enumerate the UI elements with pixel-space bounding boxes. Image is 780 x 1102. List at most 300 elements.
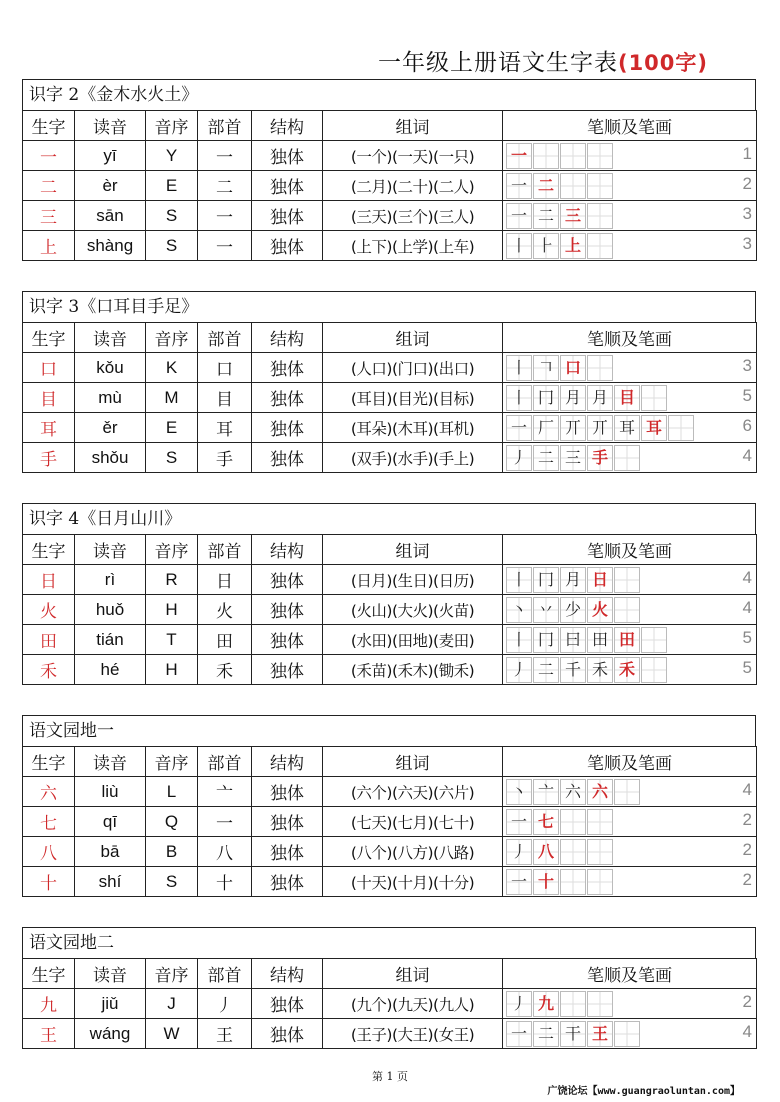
stroke-cell <box>503 353 757 383</box>
stroke-step: 三 <box>560 203 586 229</box>
sequence-cell: W <box>146 1019 198 1049</box>
radical-cell: 王 <box>198 1019 252 1049</box>
sequence-cell: H <box>146 595 198 625</box>
column-header: 读音 <box>75 323 146 353</box>
column-header: 音序 <box>146 323 198 353</box>
words-cell: (双手)(水手)(手上) <box>323 443 503 473</box>
stroke-grid <box>506 839 756 864</box>
structure-cell: 独体 <box>252 989 323 1019</box>
stroke-count: 2 <box>742 870 752 889</box>
structure-cell: 独体 <box>252 625 323 655</box>
stroke-cell <box>503 443 757 473</box>
stroke-step: 王 <box>587 1021 613 1047</box>
radical-cell: 一 <box>198 807 252 837</box>
empty-grid-box <box>587 173 613 199</box>
stroke-grid <box>506 991 756 1016</box>
header-row <box>23 959 757 989</box>
char-cell: 火 <box>23 595 75 625</box>
header-row <box>23 111 757 141</box>
pinyin-cell: ěr <box>75 413 146 443</box>
column-header: 音序 <box>146 959 198 989</box>
stroke-grid <box>506 385 756 410</box>
char-cell: 田 <box>23 625 75 655</box>
table-row <box>23 383 757 413</box>
stroke-step: 十 <box>533 869 559 895</box>
stroke-step: 丨 <box>506 385 532 411</box>
stroke-cell <box>503 231 757 261</box>
table-row <box>23 837 757 867</box>
stroke-step: 火 <box>587 597 613 623</box>
column-header: 读音 <box>75 535 146 565</box>
char-cell: 手 <box>23 443 75 473</box>
stroke-step: 耳 <box>614 415 640 441</box>
stroke-step: 一 <box>506 869 532 895</box>
pinyin-cell: bā <box>75 837 146 867</box>
header-row <box>23 747 757 777</box>
words-cell: (禾苗)(禾木)(锄禾) <box>323 655 503 685</box>
stroke-step: 冂 <box>533 567 559 593</box>
words-cell: (耳朵)(木耳)(耳机) <box>323 413 503 443</box>
stroke-count: 3 <box>742 234 752 253</box>
empty-grid-box <box>533 143 559 169</box>
stroke-step: 丌 <box>587 415 613 441</box>
stroke-count: 4 <box>742 446 752 465</box>
sequence-cell: S <box>146 867 198 897</box>
stroke-step: 一 <box>506 1021 532 1047</box>
structure-cell: 独体 <box>252 777 323 807</box>
structure-cell: 独体 <box>252 383 323 413</box>
stroke-step: 六 <box>560 779 586 805</box>
stroke-step: 八 <box>533 839 559 865</box>
radical-cell: 口 <box>198 353 252 383</box>
stroke-step: 丶 <box>506 779 532 805</box>
radical-cell: 目 <box>198 383 252 413</box>
empty-grid-box <box>587 233 613 259</box>
stroke-cell <box>503 1019 757 1049</box>
char-table <box>22 322 757 473</box>
words-cell: (日月)(生日)(日历) <box>323 565 503 595</box>
stroke-step: 目 <box>614 385 640 411</box>
column-header: 部首 <box>198 111 252 141</box>
column-header: 结构 <box>252 111 323 141</box>
column-header: 组词 <box>323 959 503 989</box>
stroke-cell <box>503 867 757 897</box>
pinyin-cell: wáng <box>75 1019 146 1049</box>
empty-grid-box <box>614 779 640 805</box>
stroke-count: 5 <box>742 386 752 405</box>
structure-cell: 独体 <box>252 443 323 473</box>
char-cell: 九 <box>23 989 75 1019</box>
structure-cell: 独体 <box>252 141 323 171</box>
stroke-step: 日 <box>587 567 613 593</box>
stroke-count: 2 <box>742 174 752 193</box>
stroke-step: 𠃍 <box>533 355 559 381</box>
stroke-count: 2 <box>742 992 752 1011</box>
stroke-step: 二 <box>533 657 559 683</box>
stroke-cell <box>503 201 757 231</box>
stroke-grid <box>506 143 756 168</box>
empty-grid-box <box>587 203 613 229</box>
page-title <box>378 44 708 77</box>
empty-grid-box <box>560 143 586 169</box>
column-header: 部首 <box>198 323 252 353</box>
stroke-step: 一 <box>506 143 532 169</box>
pinyin-cell: sān <box>75 201 146 231</box>
char-cell: 十 <box>23 867 75 897</box>
structure-cell: 独体 <box>252 171 323 201</box>
section-title: 识字 3《口耳目手足》 <box>22 291 756 322</box>
stroke-step: 丿 <box>506 839 532 865</box>
stroke-grid <box>506 415 756 440</box>
stroke-cell <box>503 655 757 685</box>
sequence-cell: S <box>146 231 198 261</box>
stroke-count: 4 <box>742 568 752 587</box>
table-row <box>23 867 757 897</box>
empty-grid-box <box>587 869 613 895</box>
stroke-cell <box>503 837 757 867</box>
char-cell: 上 <box>23 231 75 261</box>
pinyin-cell: èr <box>75 171 146 201</box>
pinyin-cell: qī <box>75 807 146 837</box>
stroke-step: 冂 <box>533 385 559 411</box>
column-header: 结构 <box>252 535 323 565</box>
stroke-cell <box>503 141 757 171</box>
char-cell: 八 <box>23 837 75 867</box>
structure-cell: 独体 <box>252 655 323 685</box>
stroke-step: 禾 <box>614 657 640 683</box>
empty-grid-box <box>614 1021 640 1047</box>
stroke-step: 一 <box>506 203 532 229</box>
stroke-step: 丨 <box>506 627 532 653</box>
stroke-step: 一 <box>506 809 532 835</box>
pinyin-cell: shàng <box>75 231 146 261</box>
stroke-step: 口 <box>560 355 586 381</box>
structure-cell: 独体 <box>252 837 323 867</box>
char-section <box>22 503 756 685</box>
stroke-step: 丿 <box>506 445 532 471</box>
table-row <box>23 777 757 807</box>
stroke-grid <box>506 445 756 470</box>
pinyin-cell: jiǔ <box>75 989 146 1019</box>
empty-grid-box <box>641 627 667 653</box>
column-header: 笔顺及笔画 <box>503 747 757 777</box>
char-cell: 目 <box>23 383 75 413</box>
stroke-step: 干 <box>560 1021 586 1047</box>
table-row <box>23 353 757 383</box>
char-cell: 六 <box>23 777 75 807</box>
structure-cell: 独体 <box>252 413 323 443</box>
sequence-cell: H <box>146 655 198 685</box>
radical-cell: 一 <box>198 231 252 261</box>
empty-grid-box <box>587 991 613 1017</box>
column-header: 音序 <box>146 747 198 777</box>
stroke-step: ⺊ <box>533 233 559 259</box>
empty-grid-box <box>614 445 640 471</box>
sequence-cell: J <box>146 989 198 1019</box>
column-header: 组词 <box>323 535 503 565</box>
stroke-step: 耳 <box>641 415 667 441</box>
column-header: 组词 <box>323 323 503 353</box>
char-cell: 二 <box>23 171 75 201</box>
stroke-grid <box>506 627 756 652</box>
pinyin-cell: mù <box>75 383 146 413</box>
pinyin-cell: rì <box>75 565 146 595</box>
radical-cell: 田 <box>198 625 252 655</box>
stroke-step: 二 <box>533 1021 559 1047</box>
column-header: 读音 <box>75 959 146 989</box>
stroke-cell <box>503 565 757 595</box>
title-text: 一年级上册语文生字表 <box>377 50 618 76</box>
header-row <box>23 323 757 353</box>
radical-cell: 十 <box>198 867 252 897</box>
stroke-step: 少 <box>560 597 586 623</box>
radical-cell: 日 <box>198 565 252 595</box>
stroke-cell <box>503 989 757 1019</box>
empty-grid-box <box>587 355 613 381</box>
stroke-step: 三 <box>560 445 586 471</box>
pinyin-cell: kǒu <box>75 353 146 383</box>
stroke-step: 丨 <box>506 567 532 593</box>
structure-cell: 独体 <box>252 565 323 595</box>
stroke-step: 丶 <box>506 597 532 623</box>
section-title: 识字 4《日月山川》 <box>22 503 756 534</box>
empty-grid-box <box>587 809 613 835</box>
words-cell: (耳目)(目光)(目标) <box>323 383 503 413</box>
column-header: 读音 <box>75 747 146 777</box>
stroke-cell <box>503 171 757 201</box>
stroke-step: 手 <box>587 445 613 471</box>
pinyin-cell: hé <box>75 655 146 685</box>
empty-grid-box <box>587 839 613 865</box>
table-row <box>23 989 757 1019</box>
column-header: 音序 <box>146 111 198 141</box>
column-header: 音序 <box>146 535 198 565</box>
stroke-grid <box>506 1021 756 1046</box>
stroke-step: 厂 <box>533 415 559 441</box>
stroke-count: 6 <box>742 416 752 435</box>
stroke-step: 九 <box>533 991 559 1017</box>
structure-cell: 独体 <box>252 1019 323 1049</box>
radical-cell: 丿 <box>198 989 252 1019</box>
radical-cell: 一 <box>198 141 252 171</box>
column-header: 生字 <box>23 323 75 353</box>
char-table <box>22 746 757 897</box>
stroke-grid <box>506 567 756 592</box>
structure-cell: 独体 <box>252 353 323 383</box>
stroke-grid <box>506 203 756 228</box>
words-cell: (三天)(三个)(三人) <box>323 201 503 231</box>
sequence-cell: M <box>146 383 198 413</box>
stroke-count: 4 <box>742 780 752 799</box>
table-row <box>23 201 757 231</box>
column-header: 组词 <box>323 111 503 141</box>
radical-cell: 一 <box>198 201 252 231</box>
radical-cell: 亠 <box>198 777 252 807</box>
stroke-grid <box>506 173 756 198</box>
table-row <box>23 171 757 201</box>
section-title: 语文园地一 <box>22 715 756 746</box>
char-cell: 口 <box>23 353 75 383</box>
table-row <box>23 625 757 655</box>
stroke-grid <box>506 869 756 894</box>
title-count: (100字) <box>617 51 708 75</box>
pinyin-cell: huǒ <box>75 595 146 625</box>
column-header: 生字 <box>23 535 75 565</box>
stroke-grid <box>506 779 756 804</box>
stroke-count: 5 <box>742 658 752 677</box>
stroke-step: 月 <box>560 385 586 411</box>
table-row <box>23 807 757 837</box>
words-cell: (水田)(田地)(麦田) <box>323 625 503 655</box>
empty-grid-box <box>641 657 667 683</box>
stroke-cell <box>503 625 757 655</box>
sequence-cell: R <box>146 565 198 595</box>
sequence-cell: E <box>146 171 198 201</box>
radical-cell: 手 <box>198 443 252 473</box>
stroke-grid <box>506 233 756 258</box>
sequence-cell: L <box>146 777 198 807</box>
stroke-step: 丨 <box>506 233 532 259</box>
empty-grid-box <box>560 173 586 199</box>
column-header: 组词 <box>323 747 503 777</box>
table-row <box>23 413 757 443</box>
table-row <box>23 443 757 473</box>
section-title: 语文园地二 <box>22 927 756 958</box>
stroke-step: 一 <box>506 173 532 199</box>
radical-cell: 二 <box>198 171 252 201</box>
column-header: 生字 <box>23 747 75 777</box>
stroke-step: 亠 <box>533 779 559 805</box>
stroke-cell <box>503 413 757 443</box>
stroke-count: 2 <box>742 810 752 829</box>
stroke-step: 二 <box>533 203 559 229</box>
radical-cell: 禾 <box>198 655 252 685</box>
column-header: 笔顺及笔画 <box>503 959 757 989</box>
empty-grid-box <box>614 597 640 623</box>
stroke-step: 禾 <box>587 657 613 683</box>
words-cell: (八个)(八方)(八路) <box>323 837 503 867</box>
sequence-cell: Q <box>146 807 198 837</box>
stroke-count: 3 <box>742 204 752 223</box>
words-cell: (二月)(二十)(二人) <box>323 171 503 201</box>
char-section <box>22 927 756 1049</box>
char-section <box>22 291 756 473</box>
section-title: 识字 2《金木水火土》 <box>22 79 756 110</box>
column-header: 笔顺及笔画 <box>503 535 757 565</box>
stroke-count: 4 <box>742 1022 752 1041</box>
column-header: 结构 <box>252 959 323 989</box>
words-cell: (十天)(十月)(十分) <box>323 867 503 897</box>
stroke-step: 冂 <box>533 627 559 653</box>
words-cell: (九个)(九天)(九人) <box>323 989 503 1019</box>
empty-grid-box <box>587 143 613 169</box>
pinyin-cell: shí <box>75 867 146 897</box>
stroke-step: 丌 <box>560 415 586 441</box>
stroke-step: 二 <box>533 173 559 199</box>
pinyin-cell: liù <box>75 777 146 807</box>
sequence-cell: B <box>146 837 198 867</box>
stroke-step: 六 <box>587 779 613 805</box>
structure-cell: 独体 <box>252 231 323 261</box>
empty-grid-box <box>560 869 586 895</box>
stroke-step: 二 <box>533 445 559 471</box>
stroke-grid <box>506 657 756 682</box>
column-header: 笔顺及笔画 <box>503 323 757 353</box>
stroke-step: 一 <box>506 415 532 441</box>
pinyin-cell: shǒu <box>75 443 146 473</box>
stroke-cell <box>503 777 757 807</box>
column-header: 结构 <box>252 323 323 353</box>
column-header: 生字 <box>23 111 75 141</box>
column-header: 笔顺及笔画 <box>503 111 757 141</box>
stroke-count: 4 <box>742 598 752 617</box>
sequence-cell: Y <box>146 141 198 171</box>
column-header: 读音 <box>75 111 146 141</box>
empty-grid-box <box>560 839 586 865</box>
char-cell: 禾 <box>23 655 75 685</box>
site-footer: 广饶论坛【www.guangraoluntan.com】 <box>547 1086 740 1097</box>
stroke-step: 月 <box>560 567 586 593</box>
words-cell: (人口)(门口)(出口) <box>323 353 503 383</box>
stroke-step: 丿 <box>506 657 532 683</box>
stroke-step: 丷 <box>533 597 559 623</box>
column-header: 生字 <box>23 959 75 989</box>
stroke-grid <box>506 355 756 380</box>
sequence-cell: E <box>146 413 198 443</box>
stroke-count: 1 <box>742 144 752 163</box>
table-row <box>23 655 757 685</box>
words-cell: (一个)(一天)(一只) <box>323 141 503 171</box>
char-table <box>22 110 757 261</box>
words-cell: (王子)(大王)(女王) <box>323 1019 503 1049</box>
stroke-step: 田 <box>587 627 613 653</box>
char-cell: 日 <box>23 565 75 595</box>
header-row <box>23 535 757 565</box>
words-cell: (六个)(六天)(六片) <box>323 777 503 807</box>
stroke-count: 5 <box>742 628 752 647</box>
stroke-step: 月 <box>587 385 613 411</box>
empty-grid-box <box>560 991 586 1017</box>
radical-cell: 八 <box>198 837 252 867</box>
words-cell: (火山)(大火)(火苗) <box>323 595 503 625</box>
char-cell: 七 <box>23 807 75 837</box>
words-cell: (七天)(七月)(七十) <box>323 807 503 837</box>
empty-grid-box <box>560 809 586 835</box>
page-number: 第 1 页 <box>372 1070 408 1083</box>
char-cell: 耳 <box>23 413 75 443</box>
stroke-count: 2 <box>742 840 752 859</box>
stroke-step: 千 <box>560 657 586 683</box>
structure-cell: 独体 <box>252 807 323 837</box>
char-cell: 三 <box>23 201 75 231</box>
empty-grid-box <box>641 385 667 411</box>
structure-cell: 独体 <box>252 595 323 625</box>
empty-grid-box <box>614 567 640 593</box>
structure-cell: 独体 <box>252 201 323 231</box>
stroke-grid <box>506 809 756 834</box>
stroke-step: 七 <box>533 809 559 835</box>
radical-cell: 耳 <box>198 413 252 443</box>
stroke-cell <box>503 595 757 625</box>
sequence-cell: S <box>146 443 198 473</box>
table-row <box>23 565 757 595</box>
sequence-cell: S <box>146 201 198 231</box>
empty-grid-box <box>668 415 694 441</box>
stroke-step: 丿 <box>506 991 532 1017</box>
table-row <box>23 141 757 171</box>
radical-cell: 火 <box>198 595 252 625</box>
stroke-count: 3 <box>742 356 752 375</box>
